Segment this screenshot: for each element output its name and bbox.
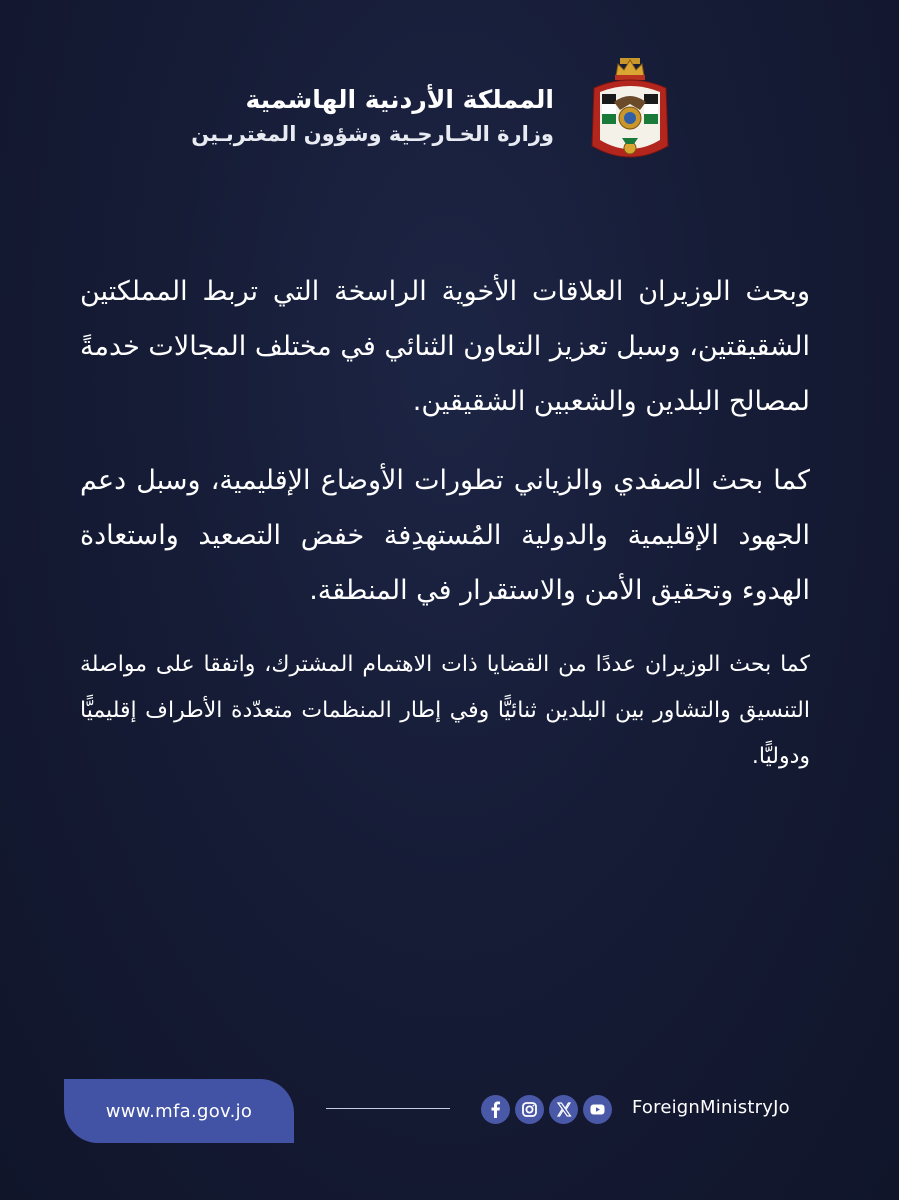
page-subtitle: وزارة الخـارجـية وشؤون المغتربـين [191, 122, 554, 146]
statement-body [80, 264, 810, 804]
paragraph-1: وبحث الوزيران العلاقات الأخوية الراسخة التي تربط المملكتين الشقيقتين، وسبل تعزيز التعاون الثنائي في مختلف المجالات خدمةً لمصالح البلدين والشعبين الشقيقين. [80, 276, 810, 417]
social-links [481, 1095, 612, 1124]
header-title-block [191, 82, 554, 150]
instagram-icon[interactable] [515, 1095, 544, 1124]
social-handle[interactable]: ForeignMinistryJo [632, 1097, 790, 1118]
x-icon[interactable] [549, 1095, 578, 1124]
website-link[interactable] [64, 1079, 294, 1143]
paragraph-2: كما بحث الصفدي والزياني تطورات الأوضاع الإقليمية، وسبل دعم الجهود الإقليمية والدولية المُستهدِفة خفض التصعيد واستعادة الهدوء وتحقيق الأمن والاستقرار في المنطقة. [80, 465, 810, 606]
website-url[interactable]: www.mfa.gov.jo [105, 1100, 253, 1122]
jordan-coat-of-arms-icon [584, 54, 676, 176]
paragraph-3: كما بحث الوزيران عددًا من القضايا ذات الاهتمام المشترك، واتفقا على مواصلة التنسيق والتشاور بين البلدين ثنائيًّا وفي إطار المنظمات متعدّدة الأطراف إقليميًّا ودوليًّا. [80, 652, 810, 769]
youtube-icon[interactable] [583, 1095, 612, 1124]
page-title: المملكة الأردنية الهاشمية [245, 85, 554, 114]
facebook-icon[interactable] [481, 1095, 510, 1124]
footer-divider [326, 1108, 450, 1109]
